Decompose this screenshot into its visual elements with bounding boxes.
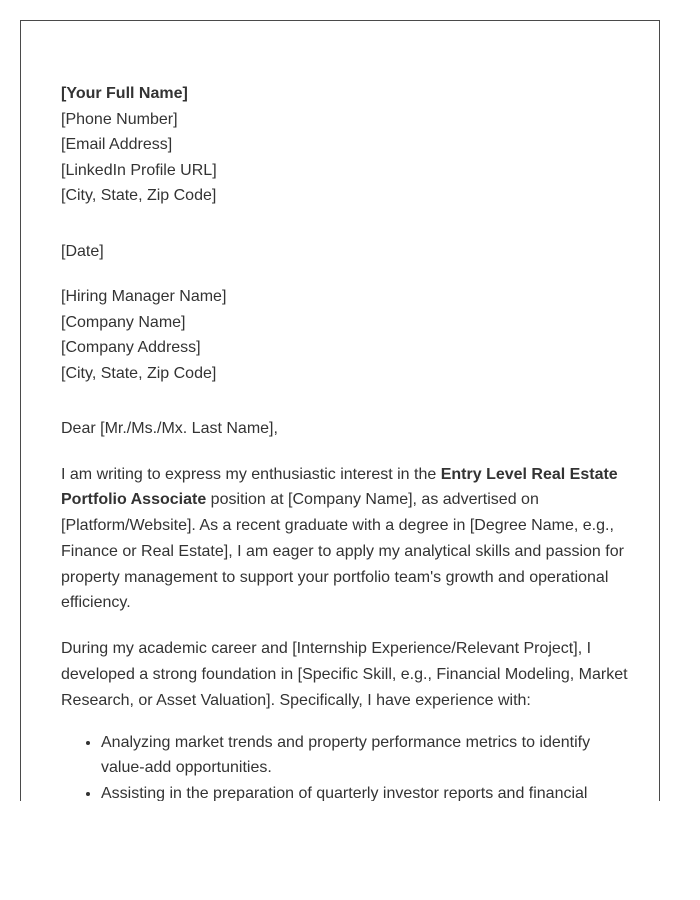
position-title: Entry Level Real Estate Portfolio Associate [61, 465, 618, 509]
paragraph-intro-before: I am writing to express my enthusiastic interest in the [61, 465, 441, 483]
recipient-city: [City, State, Zip Code] [61, 364, 217, 382]
date-block [61, 239, 631, 265]
list-item: • Analyzing market trends and property performance metrics to identify value-add opportunities. [101, 730, 631, 781]
sender-phone: [Phone Number] [61, 110, 178, 128]
sender-city: [City, State, Zip Code] [61, 187, 217, 204]
letter-date: [Date] [61, 242, 104, 260]
recipient-block [61, 284, 631, 386]
paragraph-intro-after: position at [Company Name], as advertised on [Platform/Website]. As a recent graduate with a degree in [Degree Name, e.g., Finance or Real Estate], I am eager to apply my analytical skills and passion for property management to support your portfolio team's growth and operational efficiency. [61, 491, 624, 612]
sender-email: [Email Address] [61, 136, 173, 153]
letter-content [61, 81, 631, 801]
list-item: • Assisting in the preparation of quarterly investor reports and financial [101, 781, 631, 801]
paragraph-intro [61, 462, 631, 617]
letter-page [20, 20, 660, 801]
recipient-address: [Company Address] [61, 339, 201, 356]
paragraph-experience: During my academic career and [Internship Experience/Relevant Project], I developed a strong foundation in [Specific Skill, e.g., Financial Modeling, Market Research, or Asset Valuation]. Specifically, I have experience with: [61, 640, 628, 709]
sender-block [61, 81, 631, 209]
recipient-manager: [Hiring Manager Name] [61, 288, 227, 305]
sender-linkedin: [LinkedIn Profile URL] [61, 161, 217, 179]
sender-name: [Your Full Name] [61, 85, 188, 102]
experience-list [61, 730, 631, 801]
recipient-company: [Company Name] [61, 313, 186, 331]
salutation: Dear [Mr./Ms./Mx. Last Name], [61, 420, 278, 437]
